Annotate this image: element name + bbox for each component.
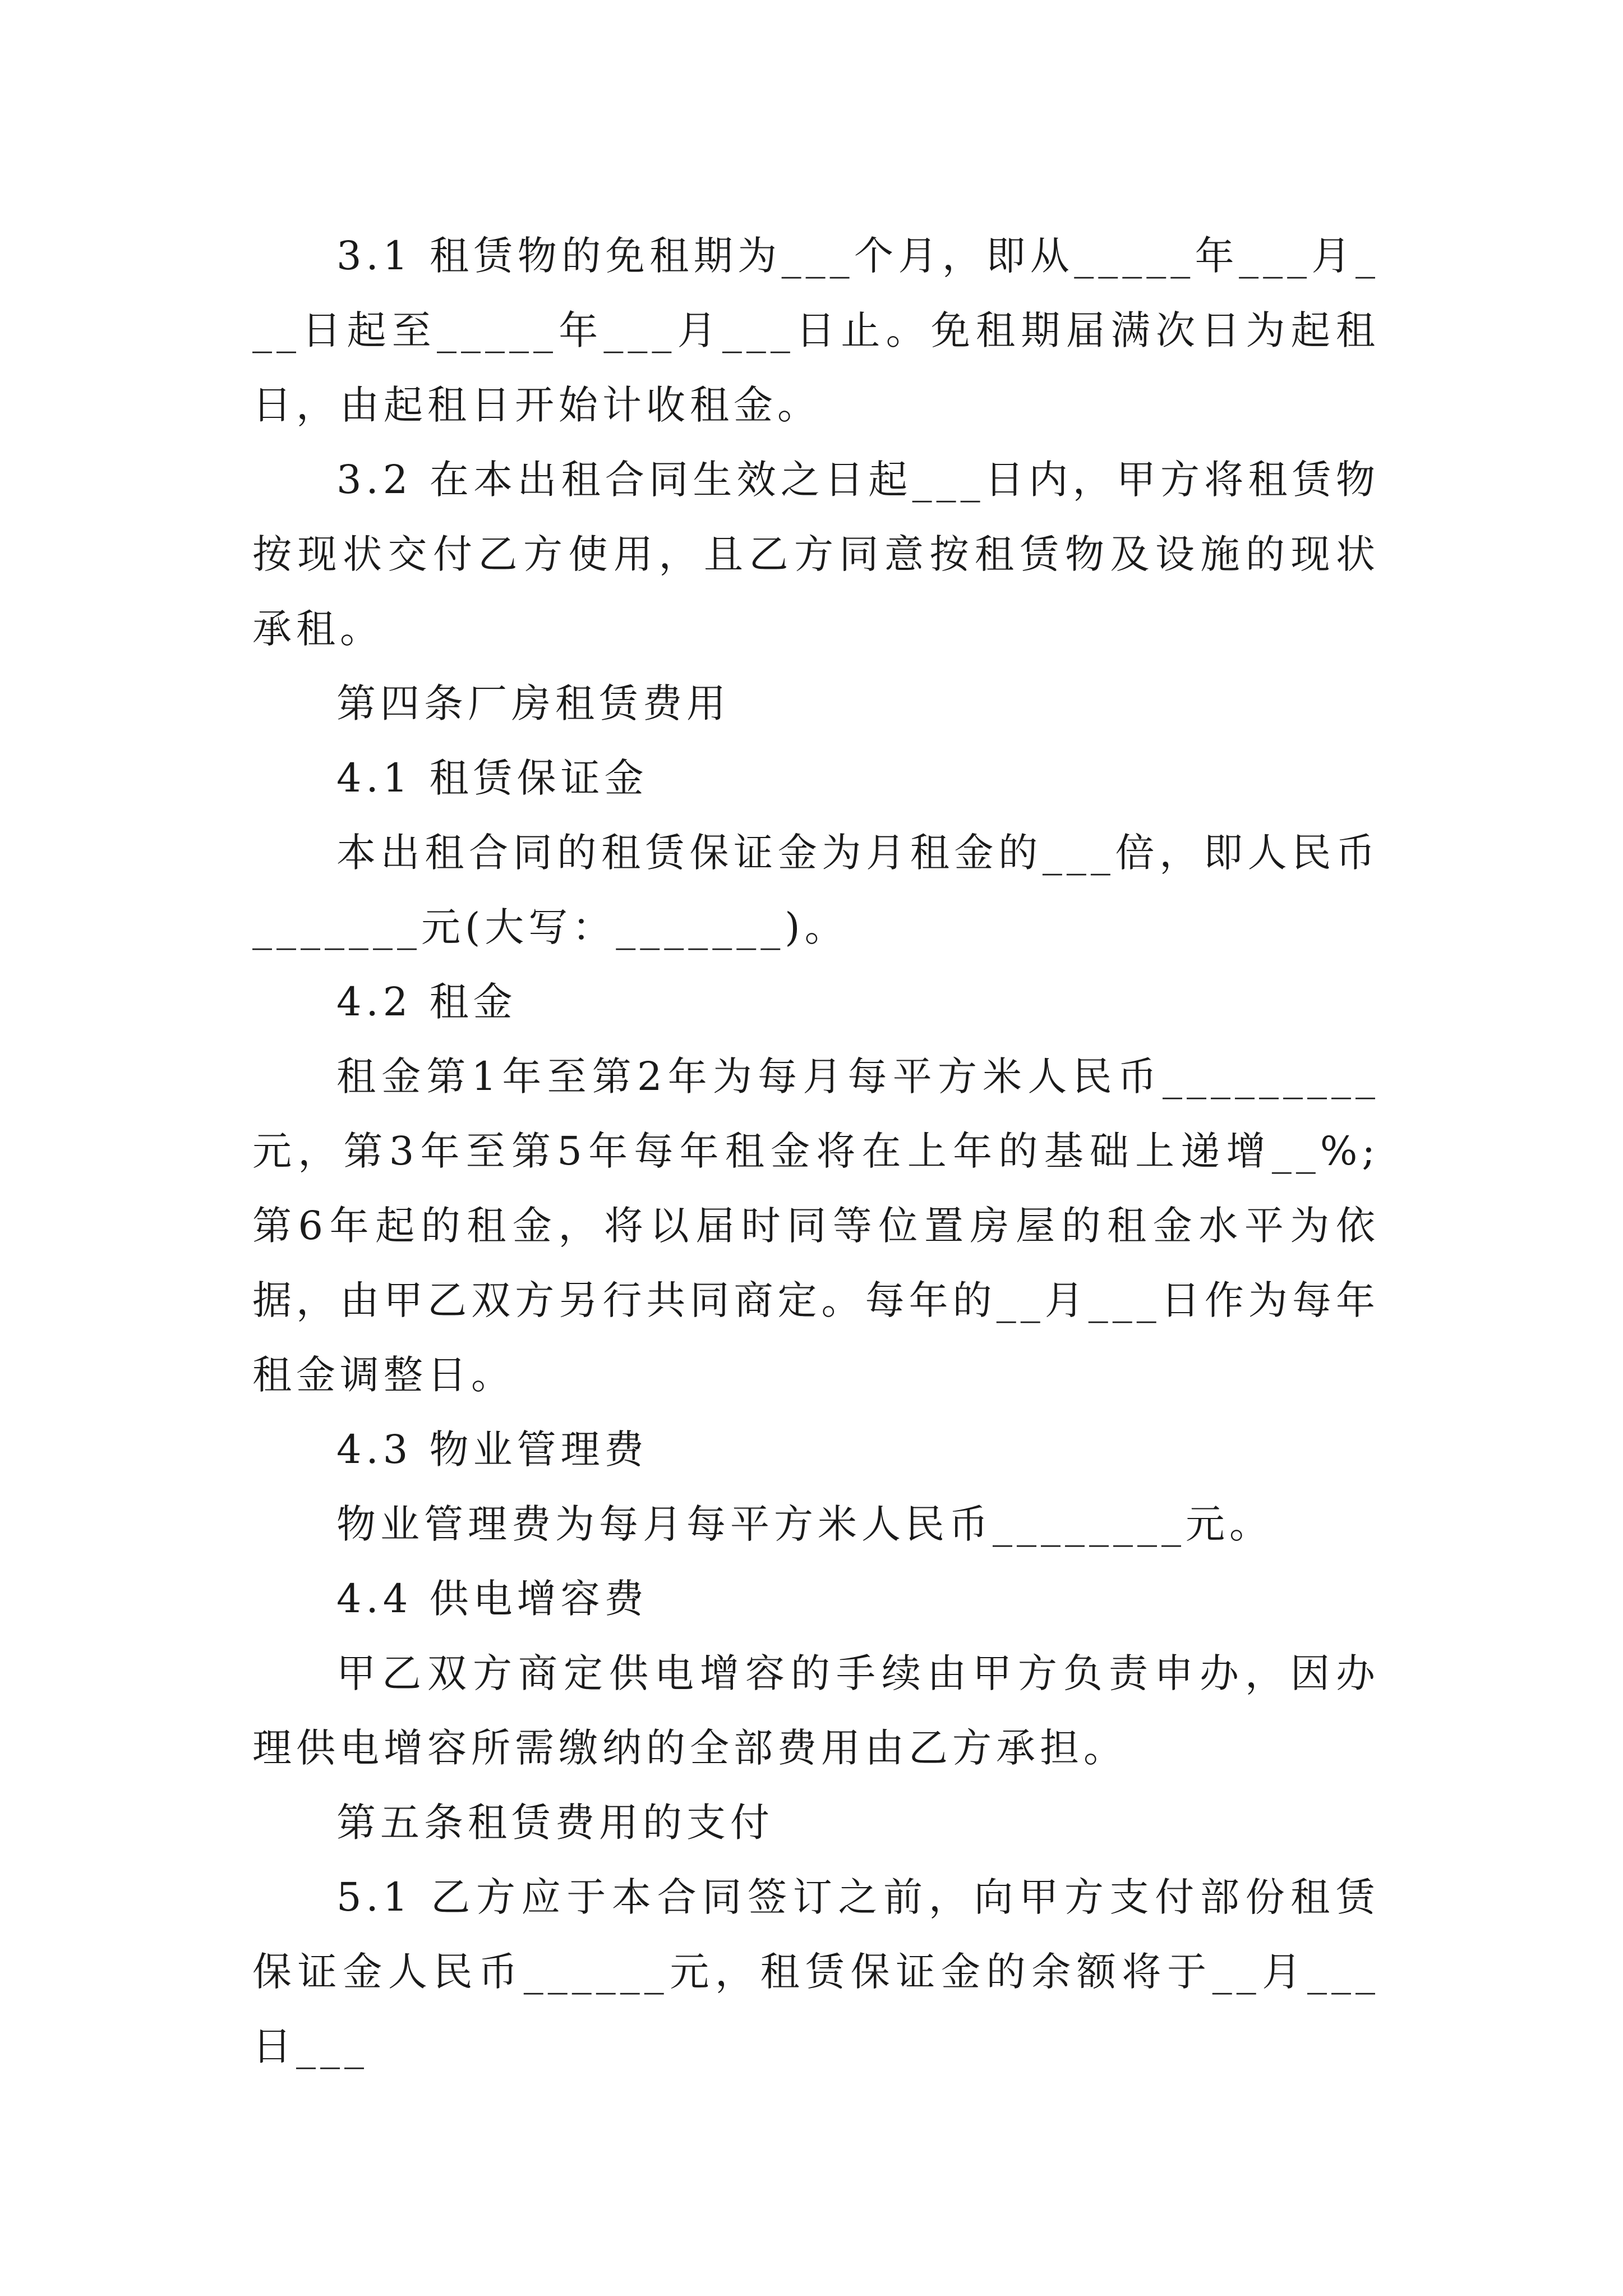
heading-4-3: 4.3 物业管理费 [336,1427,648,1473]
heading-4-2: 4.2 租金 [336,979,517,1025]
paragraph-rent: 租金第1年至第2年为每月每平方米人民币_________元，第3年至第5年每年租金将在上年的基础上递增__%;第6年起的租金，将以届时同等位置房屋的租金水平为依据，由甲乙双方另行共同商定。每年的__月___日作为每年租金调整日。 [252,1053,1380,1398]
paragraph-power-fee: 甲乙双方商定供电增容的手续由甲方负责申办，因办理供电增容所需缴纳的全部费用由乙方承担。 [252,1650,1380,1771]
paragraph-property-fee: 物业管理费为每月每平方米人民币________元。 [336,1501,1273,1547]
heading-4-1: 4.1 租赁保证金 [336,755,648,801]
heading-article-5: 第五条租赁费用的支付 [336,1800,774,1846]
paragraph-3-2: 3.2 在本出租合同生效之日起___日内，甲方将租赁物按现状交付乙方使用，且乙方同意按租赁物及设施的现状承租。 [252,457,1380,652]
document-body [252,219,1380,2084]
paragraph-deposit: 本出租合同的租赁保证金为月租金的___倍，即人民币_______元(大写：_______)。 [252,830,1380,950]
paragraph-3-1: 3.1 租赁物的免租期为___个月，即从_____年___月___日起至_____年___月___日止。免租期届满次日为起租日，由起租日开始计收租金。 [252,233,1380,428]
paragraph-5-1: 5.1 乙方应于本合同签订之前，向甲方支付部份租赁保证金人民币______元，租赁保证金的余额将于__月___日___ [252,1874,1380,2069]
heading-article-4: 第四条厂房租赁费用 [336,680,730,726]
heading-4-4: 4.4 供电增容费 [336,1576,648,1622]
